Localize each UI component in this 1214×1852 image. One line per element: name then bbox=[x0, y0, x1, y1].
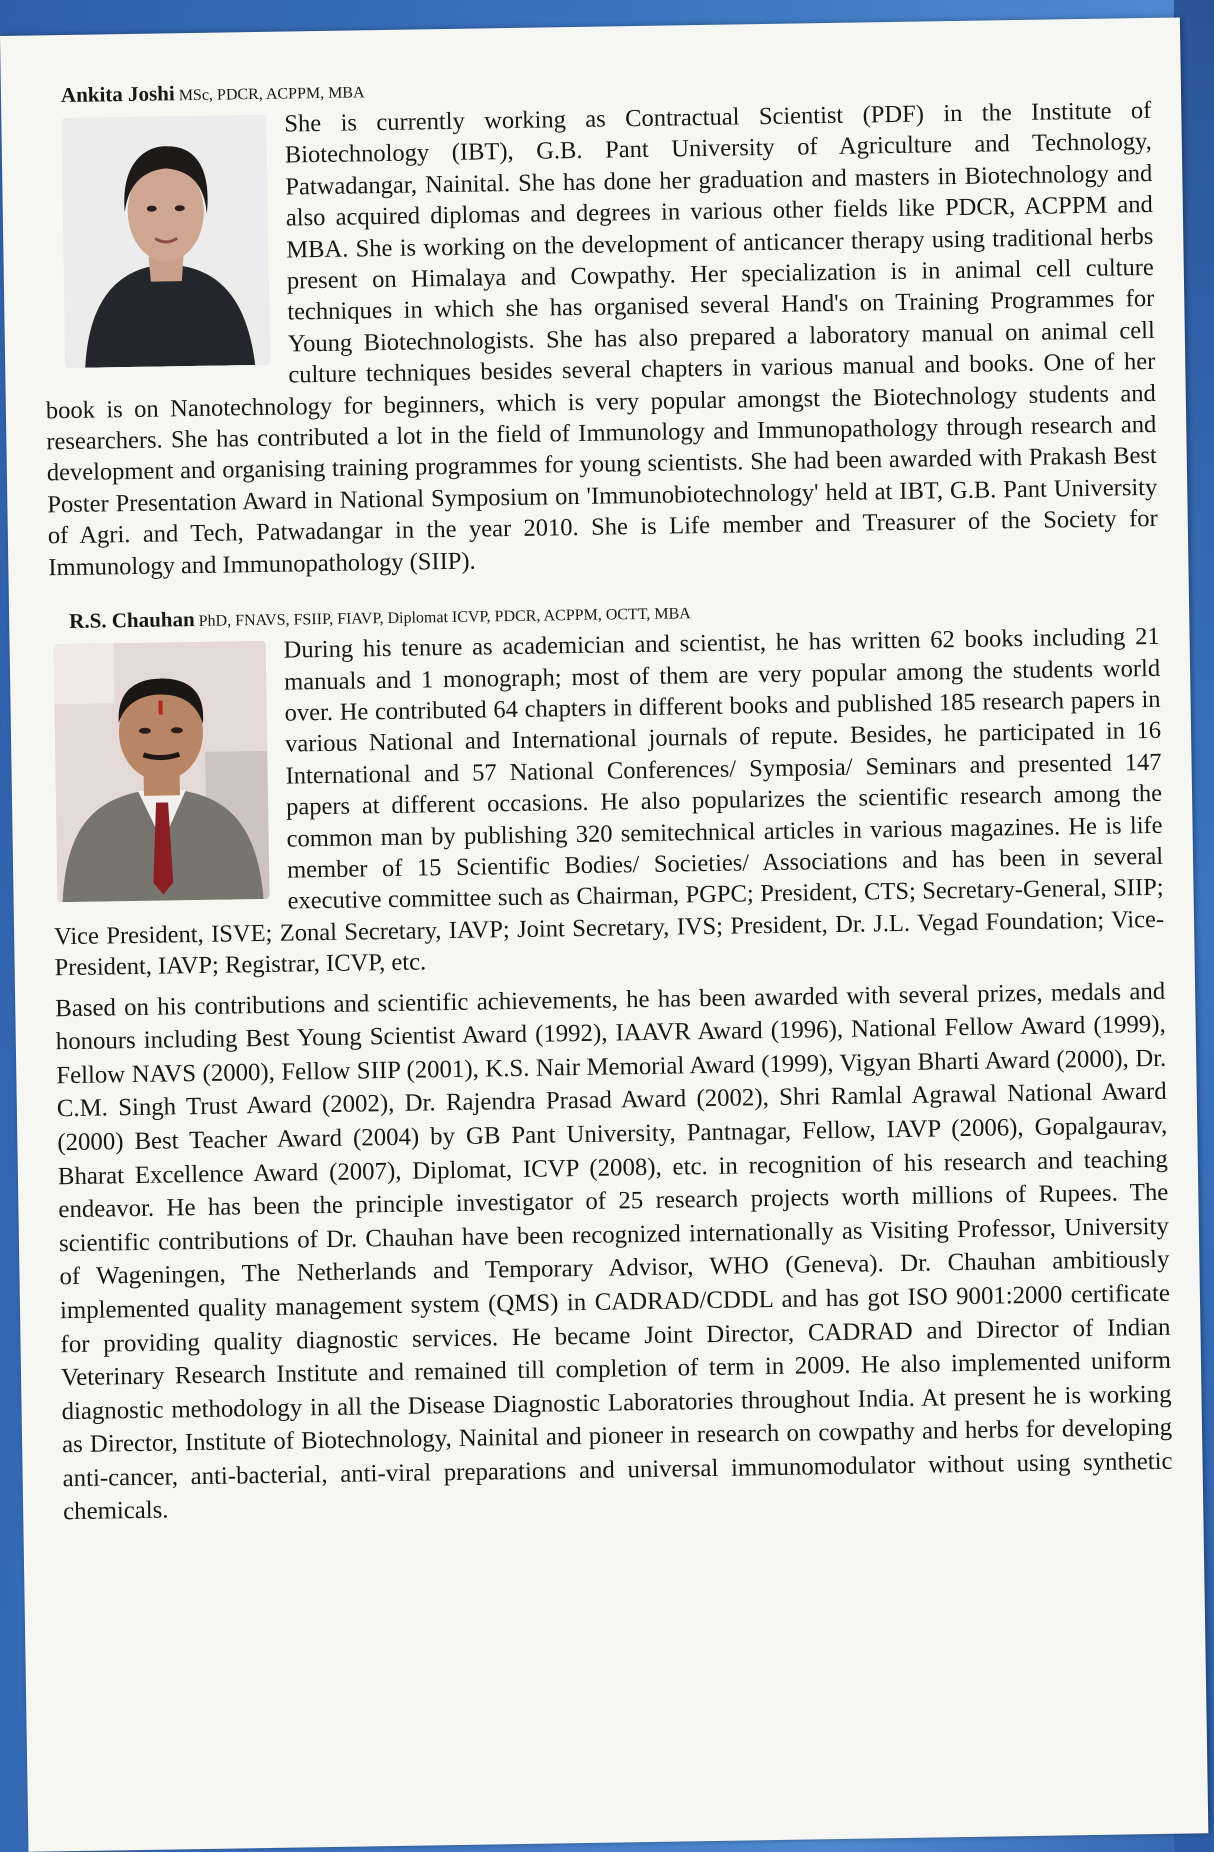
author-bio-text: She is currently working as Contractual Scientist (PDF) in the Institute of Biotechnology (IBT), G.B. Pant University of Agriculture and Technology, Patwadangar, Nainital. She has done her graduation and masters in Biotechnology and also acquired diplomas and degrees in various other fields like PDCR, ACPPM and MBA. She is working on the development of anticancer therapy using traditional herbs present on Himalaya and Cowpathy. Her specialization is in animal cell culture techniques in which she has organised several Hand's on Training Programmes for Young Biotechnologists. She has also prepared a laboratory manual on animal cell culture techniques besides several chapters in various manual and books. One of her book is on Nanotechnology for beginners, which is very popular amongst the Biotechnology students and researchers. She has contributed a lot in the field of Immunology and Immunopathology through research and development and organising training programmes for young scientists. She had been awarded with Prakash Best Poster Presentation Award in National Symposium on 'Immunobiotechnology' held at IBT, G.B. Pant University of Agri. and Tech, Patwadangar in the year 2010. She is Life member and Treasurer of the Society for Immunology and Immunopathology (SIIP). bbox=[45, 96, 1158, 581]
author-photo-portrait bbox=[54, 641, 270, 902]
author-photo bbox=[61, 115, 270, 368]
book-page bbox=[0, 17, 1208, 1851]
author-photo bbox=[54, 641, 270, 902]
author-bio-ankita-joshi bbox=[41, 66, 1159, 591]
page-content bbox=[41, 66, 1174, 1529]
author-qualifications: PhD, FNAVS, FSIIP, FIAVP, Diplomat ICVP, PDCR, ACPPM, OCTT, MBA bbox=[198, 605, 691, 631]
author-qualifications: MSc, PDCR, ACPPM, MBA bbox=[178, 84, 365, 105]
author-bio-rs-chauhan bbox=[49, 592, 1173, 1529]
author-name: Ankita Joshi bbox=[60, 81, 175, 108]
author-name: R.S. Chauhan bbox=[69, 607, 195, 634]
author-photo-portrait bbox=[61, 115, 270, 368]
author-awards-text: Based on his contributions and scientific achievements, he has been awarded with several prizes, medals and honours including Best Young Scientist Award (1992), IAAVR Award (1996), National Fellow Award (1999), Fellow NAVS (2000), Fellow SIIP (2001), K.S. Nair Memorial Award (1999), Vigyan Bharti Award (2000), Dr. C.M. Singh Trust Award (2002), Dr. Rajendra Prasad Award (2002), Shri Ramlal Agrawal National Award (2000) Best Teacher Award (2004) by GB Pant University, Pantnagar, Fellow, IAVP (2006), Gopalgaurav, Bharat Excellence Award (2007), Diplomat, ICVP (2008), etc. in recognition of his research and teaching endeavor. He has been the principle investigator of 25 research projects worth millions of Rupees. The scientific contributions of Dr. Chauhan have been recognized internationally as Visiting Professor, University of Wageningen, The Netherlands and Temporary Advisor, WHO (Geneva). Dr. Chauhan ambitiously implemented quality management system (QMS) in CADRAD/CDDL and has got ISO 9001:2000 certificate for providing quality diagnostic services. He became Joint Director, CADRAD and Director of Indian Veterinary Research Institute and remained till completion of term in 2009. He also implemented uniform diagnostic methodology in all the Disease Diagnostic Laboratories throughout India. At present he is working as Director, Institute of Biotechnology, Nainital and pioneer in research on cowpathy and herbs for developing anti-cancer, anti-bacterial, anti-viral preparations and universal immunomodulator without using synthetic chemicals. bbox=[55, 977, 1173, 1526]
author-bio-text: During his tenure as academician and scientist, he has written 62 books including 21 manuals and 1 monograph; most of them are very popular among the students world over. He contributed 64 chapters in different books and published 185 research papers in various National and International journals of repute. Besides, he participated in 16 International and 57 National Conferences/ Symposia/ Seminars and presented 147 papers at different occasions. He also popularizes the scientific research among the common man by publishing 320 semitechnical articles in various magazines. He is life member of 15 Scientific Bodies/ Societies/ Associations and has been in several executive committee such as Chairman, PGPC; President, CTS; Secretary-General, SIIP; Vice President, ISVE; Zonal Secretary, IAVP; Joint Secretary, IVS; President, Dr. J.L. Vegad Foundation; Vice-President, IAVP; Registrar, ICVP, etc. bbox=[53, 622, 1165, 982]
